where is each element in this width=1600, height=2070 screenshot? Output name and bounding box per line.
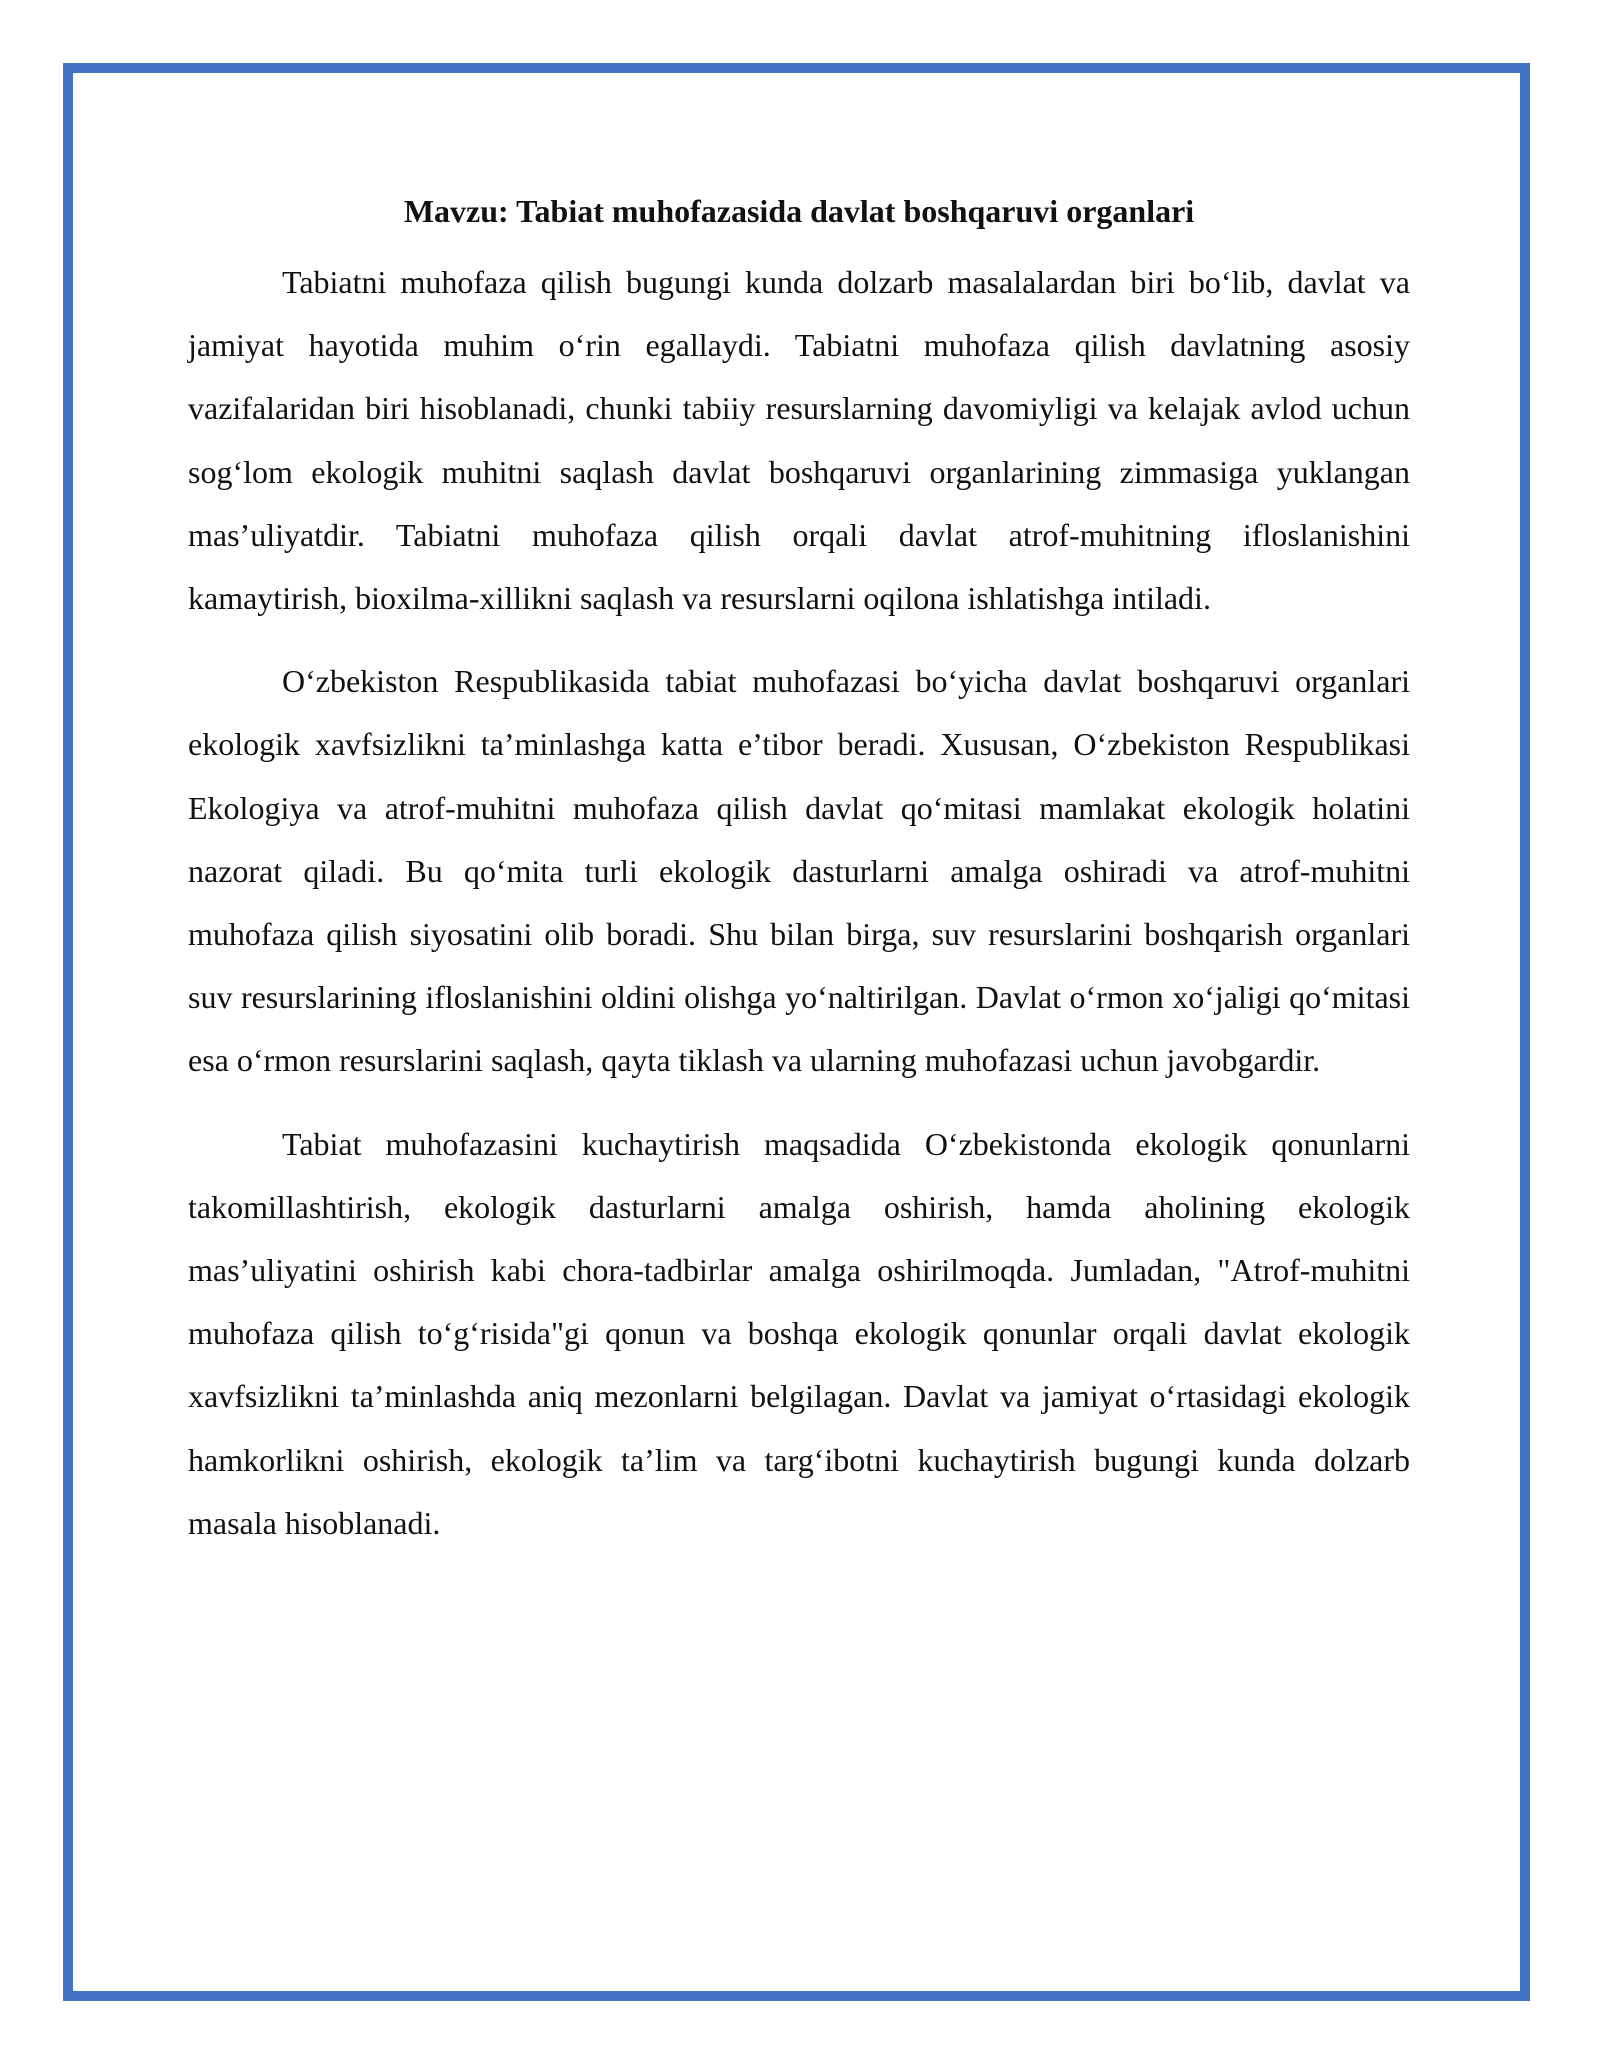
- paragraph-1: Tabiatni muhofaza qilish bugungi kunda dolzarb masalalardan biri bo‘lib, davlat va jamiyat hayotida muhim o‘rin egallaydi. Tabiatni muhofaza qilish davlatning asosiy vazifalaridan biri hisoblanadi, chunki tabiiy resurslarning davomiyligi va kelajak avlod uchun sog‘lom ekologik muhitni saqlash davlat boshqaruvi organlarining zimmasiga yuklangan mas’uliyatdir. Tabiatni muhofaza qilish orqali davlat atrof-muhitning ifloslanishini kamaytirish, bioxilma-xillikni saqlash va resurslarni oqilona ishlatishga intiladi.: [188, 264, 1410, 617]
- paragraph-3: Tabiat muhofazasini kuchaytirish maqsadida O‘zbekistonda ekologik qonunlarni takomillashtirish, ekologik dasturlarni amalga oshirish, hamda aholining ekologik mas’uliyatini oshirish kabi chora-tadbirlar amalga oshirilmoqda. Jumladan, "Atrof-muhitni muhofaza qilish to‘g‘risida"gi qonun va boshqa ekologik qonunlar orqali davlat ekologik xavfsizlikni ta’minlashda aniq mezonlarni belgilagan. Davlat va jamiyat o‘rtasidagi ekologik hamkorlikni oshirish, ekologik ta’lim va targ‘ibotni kuchaytirish bugungi kunda dolzarb masala hisoblanadi.: [188, 1125, 1410, 1541]
- document-title: Mavzu: Tabiat muhofazasida davlat boshqaruvi organlari: [403, 193, 1195, 229]
- paragraph-2: O‘zbekiston Respublikasida tabiat muhofazasi bo‘yicha davlat boshqaruvi organlari ekologik xavfsizlikni ta’minlashga katta e’tibor beradi. Xususan, O‘zbekiston Respublikasi Ekologiya va atrof-muhitni muhofaza qilish davlat qo‘mitasi mamlakat ekologik holatini nazorat qiladi. Bu qo‘mita turli ekologik dasturlarni amalga oshiradi va atrof-muhitni muhofaza qilish siyosatini olib boradi. Shu bilan birga, suv resurslarini boshqarish organlari suv resurslarining ifloslanishini oldini olishga yo‘naltirilgan. Davlat o‘rmon xo‘jaligi qo‘mitasi esa o‘rmon resurslarini saqlash, qayta tiklash va ularning muhofazasi uchun javobgardir.: [188, 663, 1410, 1079]
- document-body: [188, 185, 1410, 1575]
